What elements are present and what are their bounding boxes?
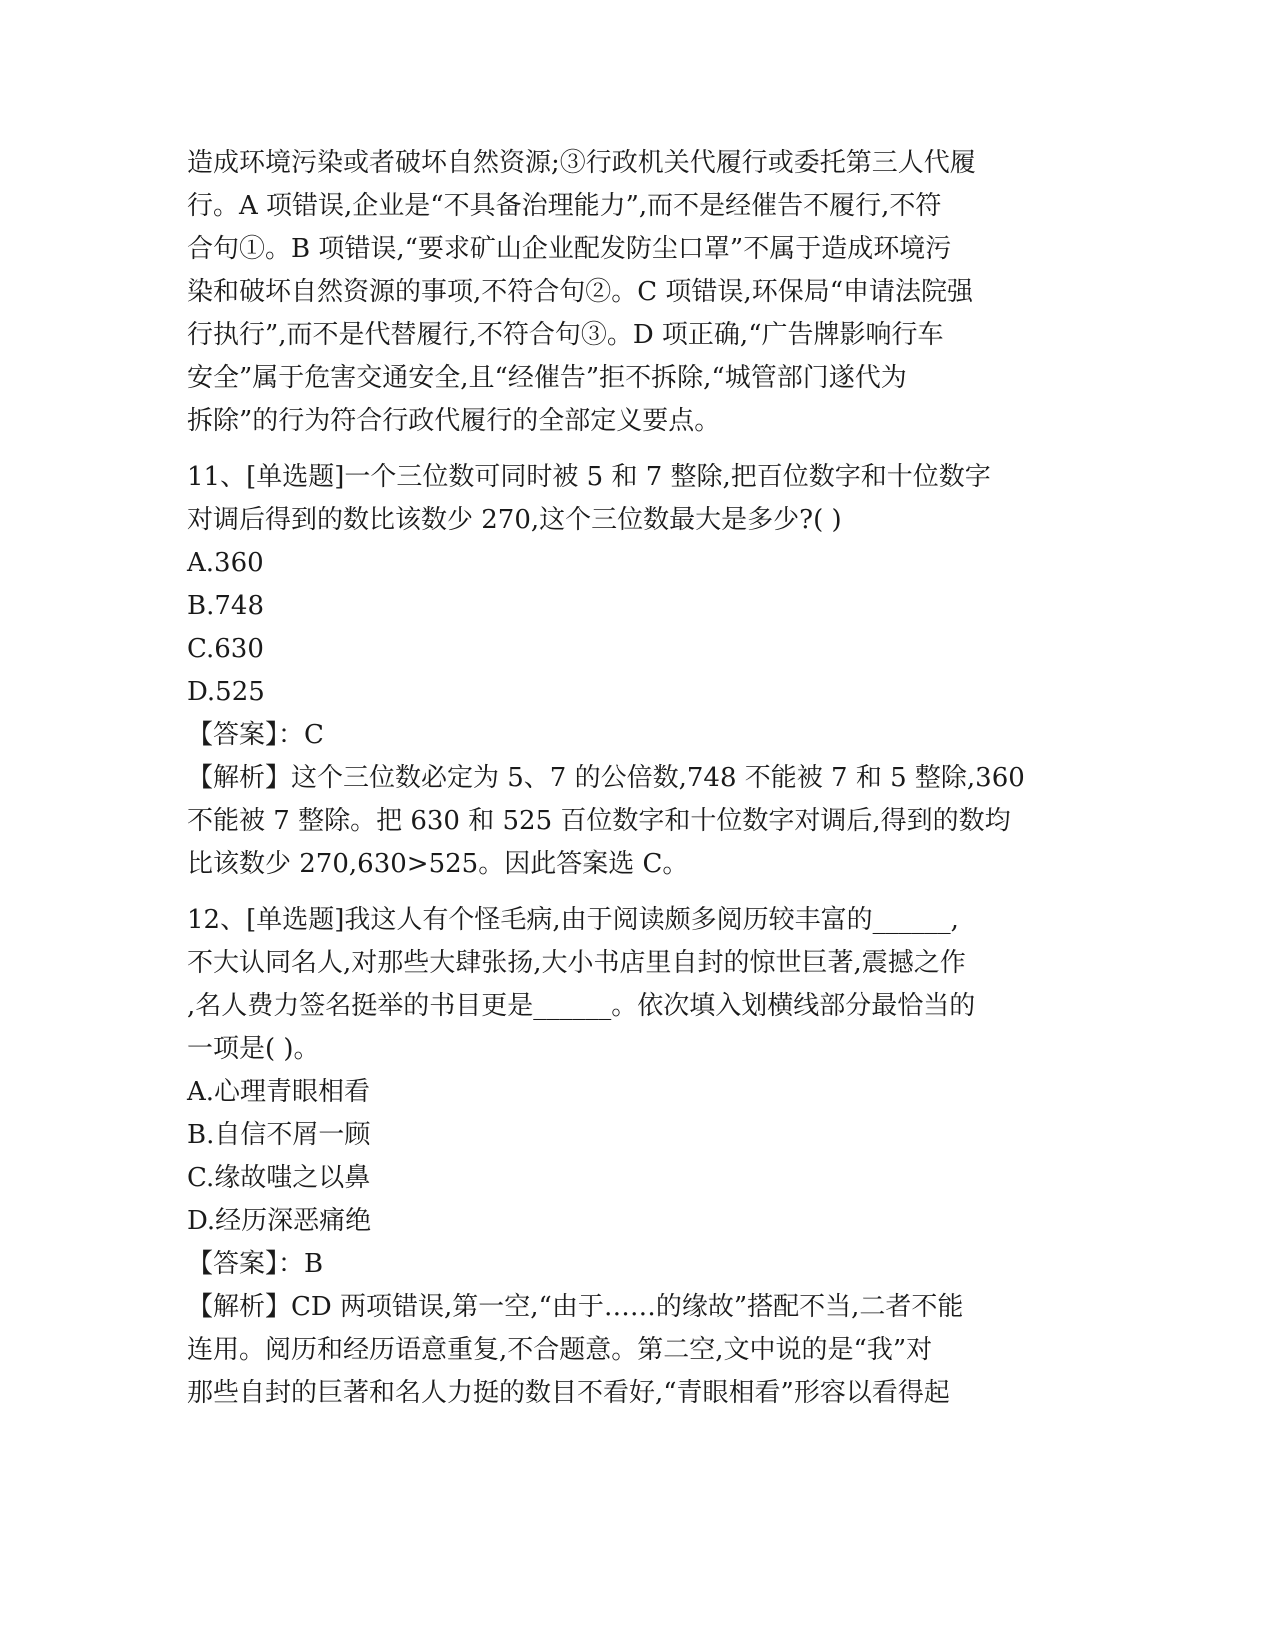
- text-line: 合句①。B 项错误,“要求矿山企业配发防尘口罩”不属于造成环境污: [187, 234, 952, 264]
- answer-line: 【答案】：B: [187, 1249, 324, 1279]
- explanation-line: 不能被 7 整除。把 630 和 525 百位数字和十位数字对调后,得到的数均: [187, 806, 1011, 836]
- option-d: D.经历深恶痛绝: [187, 1206, 372, 1236]
- explanation-line: 【解析】CD 两项错误,第一空,“由于……的缘故”搭配不当,二者不能: [187, 1292, 964, 1322]
- explanation-line: 比该数少 270,630>525。因此答案选 C。: [187, 849, 689, 879]
- option-b: B.748: [187, 591, 264, 621]
- option-c: C.630: [187, 634, 264, 664]
- question-12: [187, 899, 1087, 1415]
- option-a: A.360: [187, 548, 264, 578]
- text-line: 行。A 项错误,企业是“不具备治理能力”,而不是经催告不履行,不符: [187, 191, 942, 221]
- answer-line: 【答案】：C: [187, 720, 324, 750]
- paragraph-gap: [187, 886, 1087, 899]
- option-a: A.心理青眼相看: [187, 1077, 371, 1107]
- question-11: [187, 456, 1087, 886]
- question-stem: 一项是( )。: [187, 1034, 320, 1064]
- option-c: C.缘故嗤之以鼻: [187, 1163, 371, 1193]
- question-stem: 不大认同名人,对那些大肆张扬,大小书店里自封的惊世巨著,震撼之作: [187, 948, 966, 978]
- question-stem: 对调后得到的数比该数少 270,这个三位数最大是多少?( ): [187, 505, 842, 535]
- text-line: 行执行”,而不是代替履行,不符合句③。D 项正确,“广告牌影响行车: [187, 320, 944, 350]
- text-line: 染和破坏自然资源的事项,不符合句②。C 项错误,环保局“申请法院强: [187, 277, 973, 307]
- question-stem: 11、[单选题]一个三位数可同时被 5 和 7 整除,把百位数字和十位数字: [187, 462, 991, 492]
- previous-explanation: [187, 142, 1087, 443]
- text-line: 安全”属于危害交通安全,且“经催告”拒不拆除,“城管部门遂代为: [187, 363, 907, 393]
- text-line: 造成环境污染或者破坏自然资源;③行政机关代履行或委托第三人代履: [187, 148, 976, 178]
- question-stem: ,名人费力签名挺举的书目更是______。依次填入划横线部分最恰当的: [187, 991, 976, 1021]
- paragraph-gap: [187, 443, 1087, 456]
- question-stem: 12、[单选题]我这人有个怪毛病,由于阅读颇多阅历较丰富的______,: [187, 905, 959, 935]
- text-line: 拆除”的行为符合行政代履行的全部定义要点。: [187, 406, 721, 436]
- explanation-line: 那些自封的巨著和名人力挺的数目不看好,“青眼相看”形容以看得起: [187, 1378, 950, 1408]
- option-b: B.自信不屑一顾: [187, 1120, 371, 1150]
- document-page: [187, 142, 1087, 1415]
- option-d: D.525: [187, 677, 265, 707]
- explanation-line: 连用。阅历和经历语意重复,不合题意。第二空,文中说的是“我”对: [187, 1335, 933, 1365]
- explanation-line: 【解析】这个三位数必定为 5、7 的公倍数,748 不能被 7 和 5 整除,360: [187, 763, 1025, 793]
